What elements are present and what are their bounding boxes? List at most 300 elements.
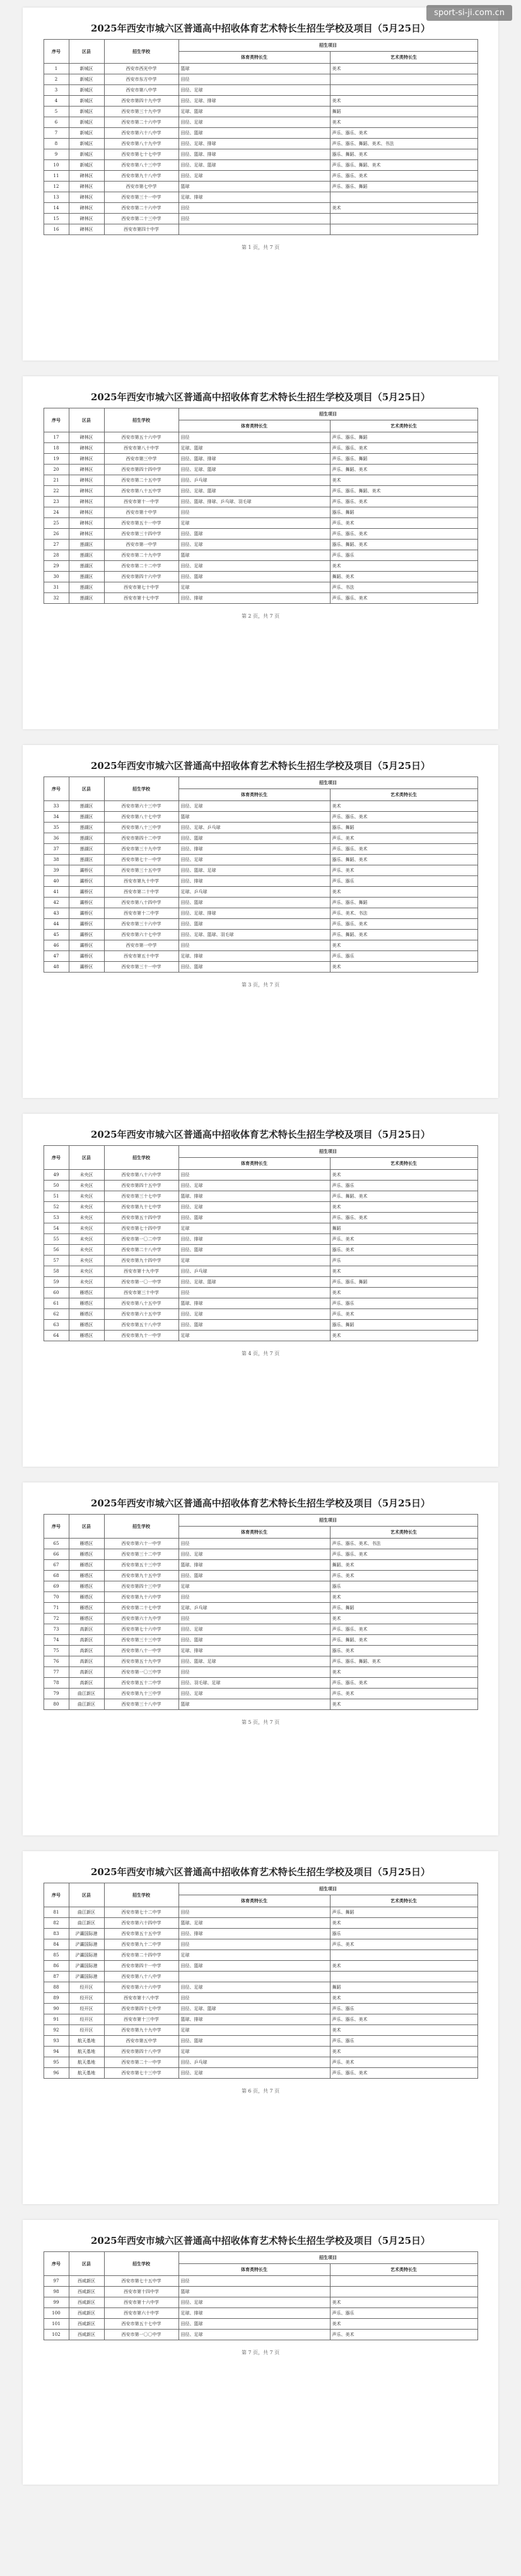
- header-sports: 体育类特长生: [179, 1527, 330, 1539]
- district-cell: 高新区: [69, 1646, 104, 1656]
- arts-cell: 声乐、书法: [330, 582, 477, 593]
- admissions-table: [44, 777, 478, 973]
- district-cell: 经开区: [69, 1993, 104, 2004]
- table-row: [44, 1320, 477, 1331]
- sports-cell: 田径、足球、乒乓球: [179, 823, 330, 833]
- arts-cell: 器乐、舞蹈、美术: [330, 149, 477, 160]
- header-project: 招生项目: [179, 40, 477, 52]
- table-row: [44, 1170, 477, 1181]
- sports-cell: 田径、足球: [179, 2297, 330, 2308]
- district-cell: 碑林区: [69, 475, 104, 486]
- sports-cell: 田径、足球、篮球: [179, 486, 330, 497]
- row-number: 82: [44, 1918, 69, 1929]
- sports-cell: 田径、足球: [179, 1982, 330, 1993]
- school-cell: 西安市第五中学: [104, 2036, 179, 2047]
- sports-cell: 田径: [179, 1939, 330, 1950]
- school-cell: 西安市第三十七中学: [104, 1191, 179, 1202]
- document-page: [23, 8, 498, 361]
- school-cell: 西安市第二十六中学: [104, 203, 179, 214]
- admissions-table: [44, 2251, 478, 2340]
- arts-cell: 声乐、器乐: [330, 2308, 477, 2319]
- arts-cell: 声乐、美术: [330, 2330, 477, 2340]
- school-cell: 西安市第三十四中学: [104, 529, 179, 540]
- row-number: 42: [44, 898, 69, 908]
- district-cell: 经开区: [69, 2004, 104, 2014]
- sports-cell: 田径、足球: [179, 801, 330, 812]
- row-number: 85: [44, 1950, 69, 1961]
- arts-cell: 声乐、器乐: [330, 2036, 477, 2047]
- sports-cell: 足球、乒乓球: [179, 1603, 330, 1614]
- sports-cell: 田径: [179, 1592, 330, 1603]
- header-project: 招生项目: [179, 1146, 477, 1158]
- school-cell: 西安市第九十九中学: [104, 2025, 179, 2036]
- arts-cell: 声乐、器乐、美术: [330, 844, 477, 855]
- sports-cell: 足球、排球: [179, 2308, 330, 2319]
- arts-cell: 声乐、器乐、美术: [330, 593, 477, 604]
- arts-cell: 声乐、器乐、美术、书法: [330, 1539, 477, 1549]
- row-number: 33: [44, 801, 69, 812]
- table-row: [44, 518, 477, 529]
- row-number: 73: [44, 1624, 69, 1635]
- district-cell: 灞桥区: [69, 865, 104, 876]
- table-row: [44, 2047, 477, 2057]
- school-cell: 西安市第四十四中学: [104, 465, 179, 475]
- arts-cell: 声乐、器乐、舞蹈、美术、书法: [330, 139, 477, 149]
- sports-cell: 篮球、排球: [179, 2014, 330, 2025]
- header-no: 序号: [44, 1515, 69, 1539]
- table-row: [44, 1266, 477, 1277]
- school-cell: 西安市第七十二中学: [104, 1907, 179, 1918]
- row-number: 37: [44, 844, 69, 855]
- row-number: 72: [44, 1614, 69, 1624]
- row-number: 61: [44, 1298, 69, 1309]
- sports-cell: 篮球、排球: [179, 1560, 330, 1571]
- school-cell: 西安市第六十八中学: [104, 128, 179, 139]
- school-cell: 西安市第五十一中学: [104, 518, 179, 529]
- school-cell: 西安市第九十六中学: [104, 1592, 179, 1603]
- sports-cell: 篮球: [179, 550, 330, 561]
- arts-cell: 声乐、器乐: [330, 876, 477, 887]
- row-number: 55: [44, 1234, 69, 1245]
- arts-cell: 声乐、器乐、舞蹈、美术: [330, 160, 477, 171]
- arts-cell: 器乐: [330, 1929, 477, 1939]
- header-arts: 艺术类特长生: [330, 789, 477, 801]
- table-row: [44, 962, 477, 973]
- district-cell: 曲江新区: [69, 1918, 104, 1929]
- table-row: [44, 1234, 477, 1245]
- district-cell: 碑林区: [69, 203, 104, 214]
- table-row: [44, 507, 477, 518]
- district-cell: 未央区: [69, 1266, 104, 1277]
- table-row: [44, 2057, 477, 2068]
- table-row: [44, 1592, 477, 1603]
- arts-cell: 器乐、舞蹈: [330, 823, 477, 833]
- header-arts: 艺术类特长生: [330, 1895, 477, 1907]
- school-cell: 西安市第三十五中学: [104, 865, 179, 876]
- sports-cell: 足球: [179, 2047, 330, 2057]
- table-row: [44, 1213, 477, 1223]
- school-cell: 西安市第十中学: [104, 507, 179, 518]
- page-footer: 第 4 页，共 7 页: [241, 1351, 280, 1356]
- district-cell: 西咸新区: [69, 2308, 104, 2319]
- district-cell: 未央区: [69, 1245, 104, 1256]
- row-number: 91: [44, 2014, 69, 2025]
- table-row: [44, 475, 477, 486]
- district-cell: 雁塔区: [69, 1549, 104, 1560]
- table-row: [44, 855, 477, 865]
- row-number: 17: [44, 432, 69, 443]
- row-number: 19: [44, 454, 69, 465]
- district-cell: 西咸新区: [69, 2287, 104, 2297]
- school-cell: 西安市第五十五中学: [104, 1929, 179, 1939]
- school-cell: 西安市第九十七中学: [104, 1202, 179, 1213]
- table-row: [44, 887, 477, 898]
- sports-cell: 田径、排球: [179, 1234, 330, 1245]
- sports-cell: 田径、足球: [179, 1549, 330, 1560]
- row-number: 18: [44, 443, 69, 454]
- district-cell: 碑林区: [69, 182, 104, 192]
- row-number: 39: [44, 865, 69, 876]
- row-number: 60: [44, 1288, 69, 1298]
- sports-cell: 田径: [179, 432, 330, 443]
- table-row: [44, 1972, 477, 1982]
- district-cell: 新城区: [69, 64, 104, 74]
- row-number: 68: [44, 1571, 69, 1581]
- sports-cell: 田径、足球、排球: [179, 908, 330, 919]
- school-cell: 西安市第二十七中学: [104, 1603, 179, 1614]
- sports-cell: 田径: [179, 507, 330, 518]
- row-number: 101: [44, 2319, 69, 2330]
- table-row: [44, 1646, 477, 1656]
- arts-cell: 声乐、美术: [330, 1939, 477, 1950]
- table-row: [44, 149, 477, 160]
- row-number: 48: [44, 962, 69, 973]
- table-row: [44, 107, 477, 117]
- table-row: [44, 64, 477, 74]
- arts-cell: 器乐: [330, 1581, 477, 1592]
- school-cell: 西安市西光中学: [104, 64, 179, 74]
- row-number: 80: [44, 1699, 69, 1710]
- arts-cell: 声乐、舞蹈、美术: [330, 465, 477, 475]
- header-district: 区县: [69, 1146, 104, 1170]
- sports-cell: 足球: [179, 1331, 330, 1341]
- table-row: [44, 1635, 477, 1646]
- arts-cell: 声乐、器乐、美术: [330, 529, 477, 540]
- row-number: 5: [44, 107, 69, 117]
- row-number: 35: [44, 823, 69, 833]
- row-number: 50: [44, 1181, 69, 1191]
- table-row: [44, 550, 477, 561]
- sports-cell: 篮球: [179, 182, 330, 192]
- sports-cell: 足球: [179, 1223, 330, 1234]
- row-number: 70: [44, 1592, 69, 1603]
- row-number: 83: [44, 1929, 69, 1939]
- arts-cell: 美术: [330, 1993, 477, 2004]
- row-number: 69: [44, 1581, 69, 1592]
- district-cell: 灞桥区: [69, 940, 104, 951]
- table-row: [44, 529, 477, 540]
- row-number: 96: [44, 2068, 69, 2079]
- district-cell: 莲湖区: [69, 572, 104, 582]
- table-row: [44, 833, 477, 844]
- row-number: 67: [44, 1560, 69, 1571]
- sports-cell: 足球: [179, 2025, 330, 2036]
- page-title: 2025年西安市城六区普通高中招收体育艺术特长生招生学校及项目（5月25日）: [90, 391, 431, 403]
- district-cell: 未央区: [69, 1191, 104, 1202]
- row-number: 8: [44, 139, 69, 149]
- table-row: [44, 2319, 477, 2330]
- page-footer: 第 7 页，共 7 页: [241, 2350, 280, 2355]
- row-number: 40: [44, 876, 69, 887]
- table-row: [44, 1603, 477, 1614]
- district-cell: 雁塔区: [69, 1560, 104, 1571]
- arts-cell: 舞蹈、美术: [330, 572, 477, 582]
- school-cell: 西安市第二十四中学: [104, 1950, 179, 1961]
- arts-cell: [330, 1972, 477, 1982]
- school-cell: 西安市第十三中学: [104, 2014, 179, 2025]
- district-cell: 莲湖区: [69, 823, 104, 833]
- district-cell: 碑林区: [69, 518, 104, 529]
- row-number: 45: [44, 930, 69, 940]
- arts-cell: 声乐、器乐、美术: [330, 171, 477, 182]
- row-number: 26: [44, 529, 69, 540]
- arts-cell: 舞蹈: [330, 107, 477, 117]
- row-number: 59: [44, 1277, 69, 1288]
- school-cell: 西安市第八十六中学: [104, 1170, 179, 1181]
- sports-cell: 田径: [179, 1614, 330, 1624]
- document-page: [23, 2220, 498, 2485]
- document-page: [23, 745, 498, 1098]
- school-cell: 西安市第一〇三中学: [104, 1667, 179, 1678]
- arts-cell: 器乐、美术: [330, 1245, 477, 1256]
- row-number: 9: [44, 149, 69, 160]
- arts-cell: 声乐、舞蹈: [330, 1603, 477, 1614]
- sports-cell: 田径、足球: [179, 171, 330, 182]
- sports-cell: 足球: [179, 1950, 330, 1961]
- table-row: [44, 812, 477, 823]
- header-sports: 体育类特长生: [179, 52, 330, 64]
- arts-cell: 声乐、器乐、舞蹈: [330, 454, 477, 465]
- district-cell: 浐灞国际港: [69, 1972, 104, 1982]
- table-row: [44, 2297, 477, 2308]
- school-cell: 西安市第三十一中学: [104, 192, 179, 203]
- arts-cell: 美术: [330, 887, 477, 898]
- page-footer: 第 2 页，共 7 页: [241, 613, 280, 619]
- sports-cell: 足球、排球: [179, 192, 330, 203]
- row-number: 66: [44, 1549, 69, 1560]
- row-number: 58: [44, 1266, 69, 1277]
- district-cell: 未央区: [69, 1234, 104, 1245]
- arts-cell: 声乐、美术: [330, 1571, 477, 1581]
- sports-cell: 田径、足球: [179, 117, 330, 128]
- sports-cell: 篮球、排球: [179, 1298, 330, 1309]
- district-cell: 经开区: [69, 2025, 104, 2036]
- header-no: 序号: [44, 1883, 69, 1907]
- district-cell: 未央区: [69, 1170, 104, 1181]
- table-row: [44, 1614, 477, 1624]
- row-number: 32: [44, 593, 69, 604]
- sports-cell: 田径: [179, 1288, 330, 1298]
- header-row: [44, 408, 477, 420]
- table-row: [44, 801, 477, 812]
- district-cell: 雁塔区: [69, 1320, 104, 1331]
- sports-cell: 田径、篮球: [179, 128, 330, 139]
- table-row: [44, 876, 477, 887]
- row-number: 36: [44, 833, 69, 844]
- table-row: [44, 1191, 477, 1202]
- arts-cell: 器乐、舞蹈、美术: [330, 540, 477, 550]
- row-number: 24: [44, 507, 69, 518]
- page-title: 2025年西安市城六区普通高中招收体育艺术特长生招生学校及项目（5月25日）: [90, 1129, 431, 1140]
- district-cell: 西咸新区: [69, 2330, 104, 2340]
- school-cell: 西安市第二十九中学: [104, 550, 179, 561]
- sports-cell: 田径: [179, 74, 330, 85]
- header-project: 招生项目: [179, 1515, 477, 1527]
- row-number: 7: [44, 128, 69, 139]
- sports-cell: 田径、篮球、足球: [179, 1656, 330, 1667]
- row-number: 84: [44, 1939, 69, 1950]
- arts-cell: 声乐、器乐: [330, 1181, 477, 1191]
- arts-cell: 声乐、器乐、舞蹈: [330, 432, 477, 443]
- arts-cell: 美术: [330, 2047, 477, 2057]
- table-row: [44, 160, 477, 171]
- district-cell: 雁塔区: [69, 1331, 104, 1341]
- table-row: [44, 844, 477, 855]
- school-cell: 西安市第五十中学: [104, 951, 179, 962]
- arts-cell: 美术: [330, 1961, 477, 1972]
- table-row: [44, 1298, 477, 1309]
- school-cell: 西安市第一〇一中学: [104, 1277, 179, 1288]
- school-cell: 西安市第十八中学: [104, 1993, 179, 2004]
- district-cell: 曲江新区: [69, 1907, 104, 1918]
- sports-cell: 田径、排球: [179, 844, 330, 855]
- table-row: [44, 1929, 477, 1939]
- page-footer: 第 6 页，共 7 页: [241, 2088, 280, 2094]
- header-project: 招生项目: [179, 2252, 477, 2264]
- arts-cell: 美术: [330, 96, 477, 107]
- district-cell: 莲湖区: [69, 855, 104, 865]
- row-number: 78: [44, 1678, 69, 1689]
- sports-cell: [179, 224, 330, 235]
- school-cell: 西安市第七十五中学: [104, 2276, 179, 2287]
- row-number: 86: [44, 1961, 69, 1972]
- arts-cell: 声乐、舞蹈、美术: [330, 1191, 477, 1202]
- district-cell: 莲湖区: [69, 561, 104, 572]
- district-cell: 灞桥区: [69, 898, 104, 908]
- district-cell: 雁塔区: [69, 1288, 104, 1298]
- district-cell: 碑林区: [69, 497, 104, 507]
- school-cell: 西安市第四十五中学: [104, 1181, 179, 1191]
- sports-cell: 田径、篮球: [179, 1571, 330, 1581]
- row-number: 54: [44, 1223, 69, 1234]
- district-cell: 雁塔区: [69, 1592, 104, 1603]
- sports-cell: 田径、排球: [179, 593, 330, 604]
- sports-cell: 田径、乒乓球: [179, 475, 330, 486]
- document-page: [23, 1482, 498, 1835]
- table-row: [44, 1689, 477, 1699]
- school-cell: 西安市第二十三中学: [104, 214, 179, 224]
- arts-cell: 声乐、美术: [330, 2057, 477, 2068]
- arts-cell: 美术: [330, 962, 477, 973]
- sports-cell: 田径、足球: [179, 1202, 330, 1213]
- arts-cell: 声乐、美术: [330, 1309, 477, 1320]
- sports-cell: 田径、篮球: [179, 1245, 330, 1256]
- arts-cell: 器乐、美术: [330, 1646, 477, 1656]
- school-cell: 西安市第八十中学: [104, 443, 179, 454]
- school-cell: 西安市第七十三中学: [104, 2068, 179, 2079]
- district-cell: 未央区: [69, 1202, 104, 1213]
- sports-cell: 田径、足球: [179, 1689, 330, 1699]
- arts-cell: 声乐、器乐: [330, 2004, 477, 2014]
- arts-cell: 美术: [330, 1266, 477, 1277]
- district-cell: 莲湖区: [69, 812, 104, 823]
- table-row: [44, 1549, 477, 1560]
- document-page: [23, 1851, 498, 2204]
- school-cell: 西安市第五十七中学: [104, 2319, 179, 2330]
- table-row: [44, 1181, 477, 1191]
- arts-cell: 声乐、器乐: [330, 550, 477, 561]
- arts-cell: 美术: [330, 117, 477, 128]
- table-row: [44, 1581, 477, 1592]
- school-cell: 西安市第四十中学: [104, 224, 179, 235]
- header-school: 招生学校: [104, 1883, 179, 1907]
- arts-cell: 声乐、器乐、舞蹈、美术: [330, 1656, 477, 1667]
- row-number: 102: [44, 2330, 69, 2340]
- table-row: [44, 2014, 477, 2025]
- sports-cell: 田径、篮球: [179, 1635, 330, 1646]
- district-cell: 新城区: [69, 149, 104, 160]
- table-row: [44, 951, 477, 962]
- arts-cell: [330, 2276, 477, 2287]
- arts-cell: 声乐、器乐、美术: [330, 128, 477, 139]
- district-cell: 西咸新区: [69, 2297, 104, 2308]
- school-cell: 西安市第五十三中学: [104, 1560, 179, 1571]
- school-cell: 西安市第五十六中学: [104, 432, 179, 443]
- district-cell: 碑林区: [69, 465, 104, 475]
- row-number: 95: [44, 2057, 69, 2068]
- arts-cell: 声乐、器乐、美术: [330, 1213, 477, 1223]
- district-cell: 未央区: [69, 1277, 104, 1288]
- sports-cell: 田径、足球: [179, 1309, 330, 1320]
- arts-cell: 美术: [330, 2297, 477, 2308]
- row-number: 6: [44, 117, 69, 128]
- header-arts: 艺术类特长生: [330, 1527, 477, 1539]
- row-number: 14: [44, 203, 69, 214]
- header-district: 区县: [69, 1515, 104, 1539]
- row-number: 21: [44, 475, 69, 486]
- district-cell: 灞桥区: [69, 908, 104, 919]
- school-cell: 西安市第六十三中学: [104, 801, 179, 812]
- district-cell: 灞桥区: [69, 951, 104, 962]
- table-row: [44, 1277, 477, 1288]
- school-cell: 西安市第六十七中学: [104, 930, 179, 940]
- header-row: [44, 1146, 477, 1158]
- table-row: [44, 1571, 477, 1581]
- sports-cell: 田径、篮球: [179, 898, 330, 908]
- sports-cell: 田径、足球: [179, 855, 330, 865]
- table-row: [44, 486, 477, 497]
- district-cell: 莲湖区: [69, 540, 104, 550]
- sports-cell: 田径、篮球: [179, 529, 330, 540]
- table-row: [44, 1950, 477, 1961]
- row-number: 65: [44, 1539, 69, 1549]
- arts-cell: 美术: [330, 801, 477, 812]
- arts-cell: 器乐、舞蹈、美术: [330, 855, 477, 865]
- arts-cell: 美术: [330, 1918, 477, 1929]
- district-cell: 经开区: [69, 1982, 104, 1993]
- school-cell: 西安市第二十中学: [104, 887, 179, 898]
- row-number: 23: [44, 497, 69, 507]
